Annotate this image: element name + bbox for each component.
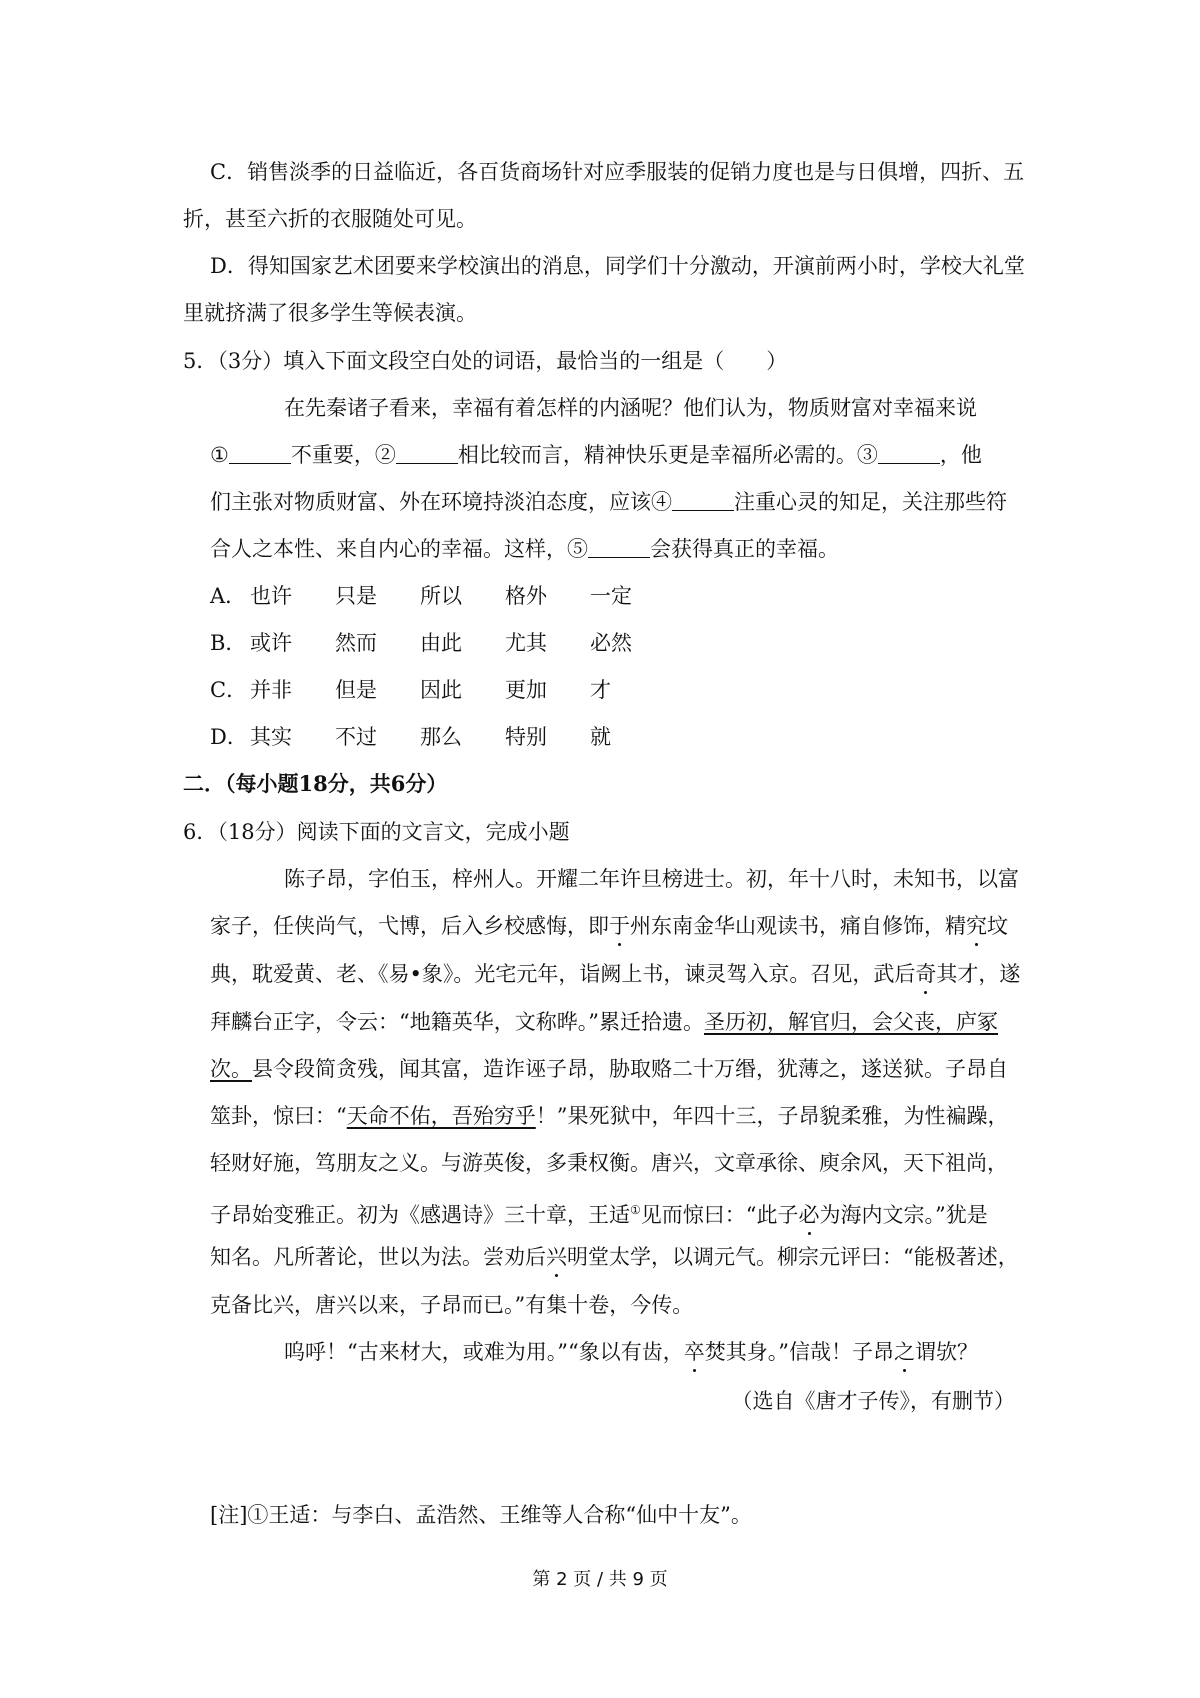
q5-option-b[interactable] bbox=[210, 628, 675, 658]
text: 合人之本性、来自内心的幸福。这样，⑤ bbox=[210, 537, 588, 561]
q5-passage-line2 bbox=[210, 440, 982, 470]
q4-option-c-line1: C．销售淡季的日益临近，各百货商场针对应季服装的促销力度也是与日俱增，四折、五 bbox=[210, 160, 1025, 184]
blank-1 bbox=[229, 443, 291, 464]
word: 就 bbox=[590, 725, 611, 749]
q5-stem: 5．（3分）填入下面文段空白处的词语，最恰当的一组是（ ） bbox=[183, 349, 788, 373]
word: 特别 bbox=[505, 725, 547, 749]
text: 县令段简贪残，闻其富，造诈诬子昂，胁取赂二十万缗，犹薄之，遂送狱。子昂自 bbox=[252, 1057, 1008, 1081]
q6-passage-line8 bbox=[210, 1195, 988, 1230]
word: 并非 bbox=[250, 678, 292, 702]
text: 以富 bbox=[977, 867, 1019, 891]
q6-passage-line6 bbox=[210, 1101, 1008, 1131]
option-label: A． bbox=[210, 584, 247, 608]
text: 呜呼！“古来材大，或难为用。”“象以有齿， bbox=[284, 1340, 684, 1364]
word: 因此 bbox=[420, 678, 462, 702]
blank-5 bbox=[588, 537, 650, 558]
text: 陈子昂，字伯玉，梓州人。开耀二年许旦榜进士。初，年十八时，未知书， bbox=[284, 867, 977, 891]
text: 子昂始变雅正。初为《感遇诗》三十章，王适 bbox=[210, 1203, 630, 1227]
emphasis-dot-text: 于 bbox=[609, 911, 630, 941]
text: ，他 bbox=[939, 443, 982, 467]
word: 必然 bbox=[590, 631, 632, 655]
q6-passage-line11 bbox=[284, 1337, 978, 1367]
text: 们主张对物质财富、外在环境持淡泊态度，应该④ bbox=[210, 490, 672, 514]
q4-option-d-line1: D．得知国家艺术团要来学校演出的消息，同学们十分激动，开演前两小时，学校大礼堂 bbox=[210, 254, 1025, 278]
text: 焚其身。”信哉！子昂 bbox=[704, 1340, 894, 1364]
q4-option-d-line2: 里就挤满了很多学生等候表演。 bbox=[183, 301, 477, 325]
text: ① bbox=[210, 443, 229, 467]
q6-passage-line10: 克备比兴，唐兴以来，子昂而已。”有集十卷，今传。 bbox=[210, 1293, 694, 1317]
underlined-sentence: 次。 bbox=[210, 1057, 252, 1081]
word: 所以 bbox=[420, 584, 462, 608]
text: ！”果死狱中，年四十三，子昂貌柔雅，为性褊躁， bbox=[535, 1104, 1009, 1128]
blank-3 bbox=[878, 443, 940, 464]
word: 格外 bbox=[505, 584, 547, 608]
q6-passage-line4 bbox=[210, 1007, 998, 1037]
q5-option-a[interactable] bbox=[210, 581, 675, 611]
underlined-sentence: 圣历初，解官归，会父丧，庐冢 bbox=[703, 1010, 998, 1034]
q6-note: [注]①王适：与李白、孟浩然、王维等人合称“仙中十友”。 bbox=[210, 1503, 752, 1527]
q6-passage-line9 bbox=[210, 1242, 1019, 1272]
text: 知名。凡所著论，世以为法。尝劝后 bbox=[210, 1245, 546, 1269]
q5-option-d[interactable] bbox=[210, 722, 675, 752]
text: 家子，任侠尚气，弋博，后入乡校感悔，即 bbox=[210, 914, 609, 938]
text: 坟 bbox=[987, 914, 1008, 938]
emphasis-dot-text: 究 bbox=[966, 911, 987, 941]
q6-passage-line7: 轻财好施，笃朋友之义。与游英俊，多秉权衡。唐兴，文章承徐、庾余风，天下祖尚， bbox=[210, 1151, 1008, 1175]
text: 典，耽爱黄、老、《易•象》。光宅元年，诣阙上书，谏灵驾入京。召见，武后 bbox=[210, 962, 916, 986]
text: 其才，遂 bbox=[936, 962, 1021, 986]
text: 明堂太学，以调元气。柳宗元评曰：“能极著述， bbox=[567, 1245, 1019, 1269]
word: 尤其 bbox=[505, 631, 547, 655]
text: 会获得真正的幸福。 bbox=[650, 537, 839, 561]
word: 那么 bbox=[420, 725, 462, 749]
text: 谓欤？ bbox=[914, 1340, 978, 1364]
word: 其实 bbox=[250, 725, 292, 749]
word: 然而 bbox=[335, 631, 377, 655]
emphasis-dot-text: 之 bbox=[894, 1337, 915, 1367]
emphasis-dot-text: 必 bbox=[799, 1200, 820, 1230]
q6-passage-line2 bbox=[210, 911, 1008, 941]
section-2-title: 二．（每小题18分，共6分） bbox=[183, 771, 448, 796]
q6-passage-line3 bbox=[210, 959, 1020, 989]
text: 不重要，② bbox=[290, 443, 396, 467]
q5-option-c[interactable] bbox=[210, 675, 675, 705]
blank-4 bbox=[672, 490, 734, 511]
option-label: B． bbox=[210, 631, 247, 655]
word: 但是 bbox=[335, 678, 377, 702]
word: 也许 bbox=[250, 584, 292, 608]
text: 注重心灵的知足，关注那些符 bbox=[734, 490, 1007, 514]
word: 不过 bbox=[335, 725, 377, 749]
emphasis-dot-text: 卒 bbox=[684, 1337, 705, 1367]
blank-2 bbox=[396, 443, 458, 464]
text: 为海内文宗。”犹是 bbox=[819, 1203, 988, 1227]
text: 州东南金华山观读书，痛自修饰，精 bbox=[630, 914, 966, 938]
word: 才 bbox=[590, 678, 611, 702]
emphasis-dot-text: 奇 bbox=[915, 959, 936, 989]
text: 拜麟台正字，令云：“地籍英华，文称晔。”累迁拾遗。 bbox=[210, 1010, 704, 1034]
q5-passage-line4 bbox=[210, 534, 839, 564]
option-label: D． bbox=[210, 725, 248, 749]
q5-passage-line3 bbox=[210, 487, 1007, 517]
word: 更加 bbox=[505, 678, 547, 702]
footnote-marker: ① bbox=[630, 1203, 641, 1217]
word: 只是 bbox=[335, 584, 377, 608]
word: 或许 bbox=[250, 631, 292, 655]
word: 一定 bbox=[590, 584, 632, 608]
underlined-sentence: 天命不佑，吾殆穷乎 bbox=[346, 1104, 536, 1128]
emphasis-dot-text: 兴 bbox=[546, 1242, 567, 1272]
q6-source: （选自《唐才子传》，有删节） bbox=[731, 1389, 1015, 1413]
q6-stem: 6．（18分）阅读下面的文言文，完成小题 bbox=[183, 820, 570, 844]
q6-passage-line5 bbox=[210, 1054, 1008, 1084]
text: 筮卦，惊曰：“ bbox=[210, 1104, 347, 1128]
q6-passage-line1 bbox=[284, 864, 1019, 894]
page-footer: 第 2 页 / 共 9 页 bbox=[532, 1569, 668, 1590]
text: 见而惊曰：“此子 bbox=[640, 1203, 799, 1227]
word: 由此 bbox=[420, 631, 462, 655]
q5-passage-line1: 在先秦诸子看来，幸福有着怎样的内涵呢？他们认为，物质财富对幸福来说 bbox=[284, 396, 977, 420]
option-label: C． bbox=[210, 678, 248, 702]
q4-option-c-line2: 折，甚至六折的衣服随处可见。 bbox=[183, 207, 477, 231]
text: 相比较而言，精神快乐更是幸福所必需的。③ bbox=[457, 443, 878, 467]
